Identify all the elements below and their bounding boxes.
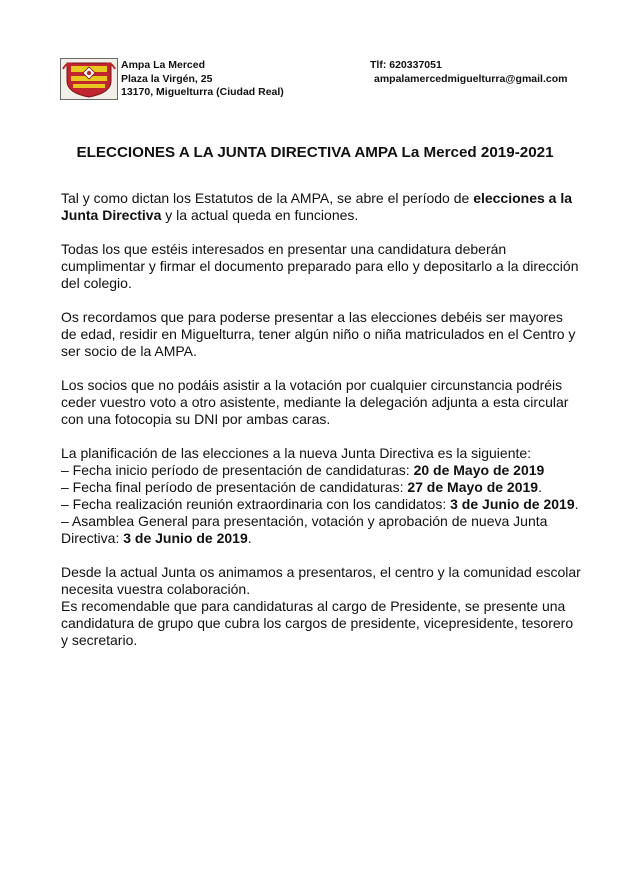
announcement-text-b: y la actual queda en funciones. — [161, 207, 359, 223]
schedule-section — [61, 445, 581, 547]
schedule-item-label: – Fecha inicio período de presentación de candidaturas: — [61, 462, 414, 478]
schedule-item-date: 3 de Junio de 2019 — [123, 530, 248, 546]
page-title: ELECCIONES A LA JUNTA DIRECTIVA AMPA La Merced 2019-2021 — [76, 144, 554, 161]
schedule-item — [61, 513, 547, 546]
organization-block — [121, 59, 284, 100]
schedule-item — [61, 496, 579, 512]
announcement-bold: elecciones a la Junta Directiva — [61, 190, 573, 223]
schedule-item — [61, 479, 542, 495]
schedule-item — [61, 462, 544, 478]
schedule-intro: La planificación de las elecciones a la nueva Junta Directiva es la siguiente: — [61, 445, 532, 461]
org-address: Plaza la Virgén, 25 — [121, 72, 213, 85]
schedule-item-end: . — [574, 496, 579, 512]
org-city: 13170, Miguelturra (Ciudad Real) — [121, 86, 284, 98]
phone-number: Tlf: 620337051 — [370, 59, 442, 71]
schedule-item-label: – Fecha final período de presentación de candidaturas: — [61, 479, 408, 495]
paragraph-delegation: Los socios que no podáis asistir a la votación por cualquier circunstancia podréis ceder vuestro voto a otro asistente, mediante la delegación adjunta a esta circular con una fotocopia su DNI por ambas caras. — [61, 377, 569, 427]
email-address: ampalamercedmiguelturra@gmail.com — [374, 72, 568, 85]
paragraph-requirements: Os recordamos que para poderse presentar a las elecciones debéis ser mayores de edad, residir en Miguelturra, tener algún niño o niña matriculados en el Centro y ser socio de la AMPA. — [61, 309, 576, 359]
org-name: Ampa La Merced — [121, 59, 206, 71]
schedule-item-label: – Asamblea General para presentación, votación y aprobación de nueva Junta Directiva: — [61, 513, 548, 546]
paragraph-announcement — [61, 190, 581, 224]
closing-recommendation: Es recomendable que para candidaturas al cargo de Presidente, se presente una candidatura de grupo que cubra los cargos de presidente, vicepresidente, tesorero y secretario. — [61, 598, 574, 648]
school-crest-logo — [60, 58, 118, 100]
schedule-item-date: 20 de Mayo de 2019 — [413, 462, 545, 478]
paragraph-submission: Todas los que estéis interesados en presentar una candidatura deberán cumplimentar y firmar el documento preparado para ello y depositarlo a la dirección del colegio. — [61, 241, 579, 291]
schedule-item-date: 27 de Mayo de 2019 — [407, 479, 539, 495]
schedule-item-date: 3 de Junio de 2019 — [450, 496, 575, 512]
announcement-text-a: Tal y como dictan los Estatutos de la AMPA, se abre el período de — [61, 190, 474, 206]
contact-block — [370, 59, 567, 86]
document-body — [61, 190, 581, 649]
schedule-item-label: – Fecha realización reunión extraordinaria con los candidatos: — [61, 496, 451, 512]
letterhead — [0, 0, 630, 100]
schedule-item-end: . — [538, 479, 542, 495]
closing-encouragement: Desde la actual Junta os animamos a presentaros, el centro y la comunidad escolar necesita vuestra colaboración. — [61, 564, 581, 597]
schedule-item-end: . — [247, 530, 252, 546]
crest-graphic — [61, 59, 117, 99]
